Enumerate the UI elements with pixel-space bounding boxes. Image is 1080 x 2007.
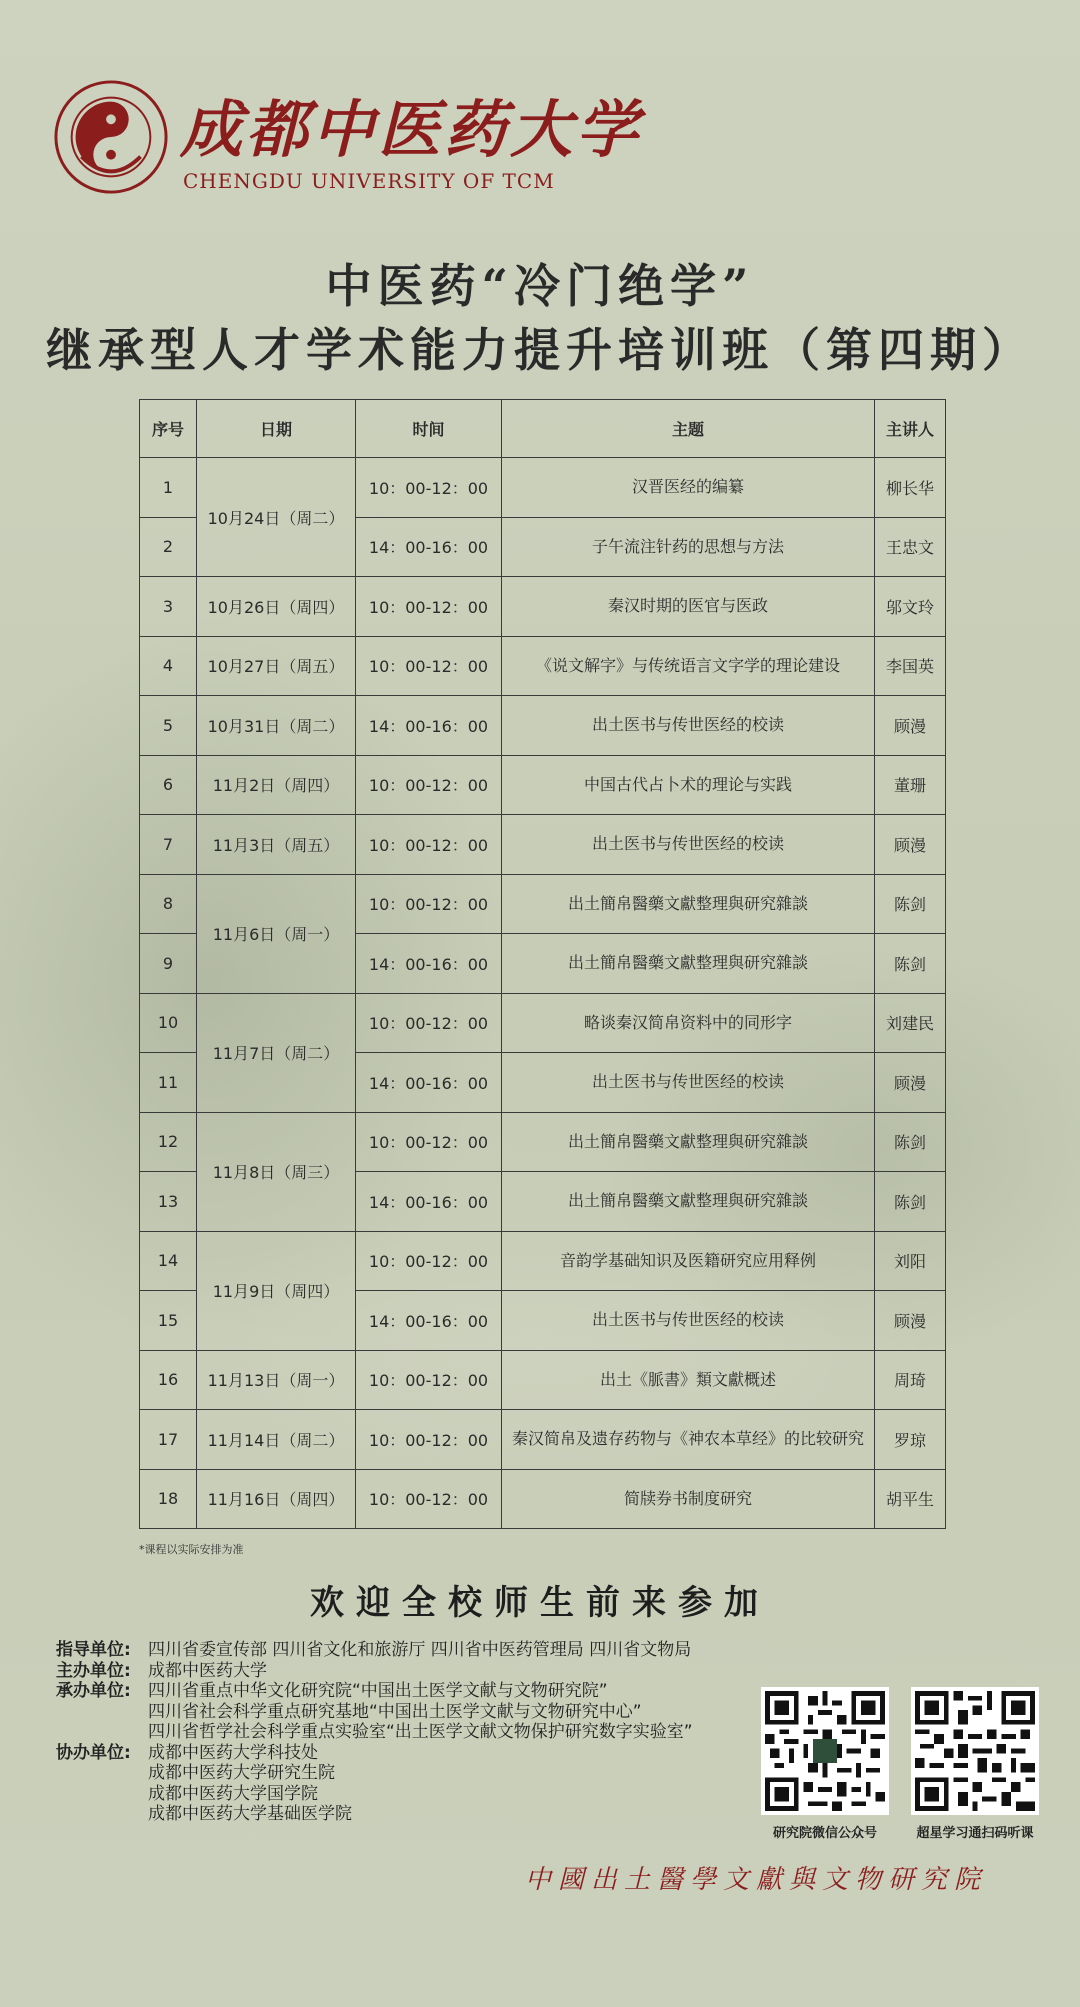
wechat-qr-caption: 研究院微信公众号 <box>772 1826 877 1841</box>
undertake-row <box>56 1681 693 1743</box>
assist-row <box>56 1743 693 1825</box>
row-time: 10：00-12：00 <box>356 874 502 934</box>
table-row <box>140 993 946 1053</box>
row-time: 14：00-16：00 <box>356 1291 502 1351</box>
row-speaker: 周琦 <box>875 1350 946 1410</box>
row-topic: 出土簡帛醫藥文獻整理與研究雜談 <box>502 1172 875 1232</box>
header-time: 时间 <box>356 400 502 458</box>
guide-label: 指导单位: <box>56 1640 131 1660</box>
row-speaker: 顾漫 <box>875 1053 946 1113</box>
assist-value: 成都中医药大学国学院 <box>148 1783 318 1804</box>
row-speaker: 陈剑 <box>875 1112 946 1172</box>
row-speaker: 罗琼 <box>875 1410 946 1470</box>
row-date: 11月9日（周四） <box>197 1231 356 1350</box>
table-row <box>140 1410 946 1470</box>
row-topic: 秦汉简帛及遗存药物与《神农本草经》的比较研究 <box>502 1410 875 1470</box>
row-topic: 出土医书与传世医经的校读 <box>502 815 875 875</box>
table-row <box>140 577 946 637</box>
undertake-value: 四川省社会科学重点研究基地“中国出土医学文献与文物研究中心” <box>148 1701 642 1722</box>
header-no: 序号 <box>140 400 197 458</box>
row-no: 5 <box>140 696 197 756</box>
row-speaker: 刘建民 <box>875 993 946 1053</box>
row-no: 3 <box>140 577 197 637</box>
row-topic: 中国古代占卜术的理论与实践 <box>502 755 875 815</box>
row-topic: 出土医书与传世医经的校读 <box>502 1291 875 1351</box>
row-speaker: 李国英 <box>875 636 946 696</box>
row-no: 2 <box>140 517 197 577</box>
row-time: 14：00-16：00 <box>356 696 502 756</box>
row-date: 11月7日（周二） <box>197 993 356 1112</box>
chaoxing-qr-caption: 超星学习通扫码听课 <box>916 1826 1034 1841</box>
row-speaker: 刘阳 <box>875 1231 946 1291</box>
row-no: 6 <box>140 755 197 815</box>
row-time: 10：00-12：00 <box>356 993 502 1053</box>
row-topic: 秦汉时期的医官与医政 <box>502 577 875 637</box>
table-row <box>140 636 946 696</box>
undertake-label: 承办单位: <box>56 1681 131 1701</box>
table-row <box>140 1469 946 1529</box>
row-time: 10：00-12：00 <box>356 755 502 815</box>
row-no: 1 <box>140 458 197 518</box>
row-topic: 出土簡帛醫藥文獻整理與研究雜談 <box>502 934 875 994</box>
row-time: 10：00-12：00 <box>356 1112 502 1172</box>
row-no: 4 <box>140 636 197 696</box>
university-logo <box>52 78 170 196</box>
row-time: 10：00-12：00 <box>356 815 502 875</box>
row-speaker: 陈剑 <box>875 874 946 934</box>
row-topic: 子午流注针药的思想与方法 <box>502 517 875 577</box>
table-row <box>140 1231 946 1291</box>
row-no: 15 <box>140 1291 197 1351</box>
guide-value: 四川省委宣传部 四川省文化和旅游厅 四川省中医药管理局 四川省文物局 <box>148 1640 692 1660</box>
row-speaker: 顾漫 <box>875 1291 946 1351</box>
row-date: 10月24日（周二） <box>197 458 356 577</box>
row-speaker: 顾漫 <box>875 815 946 875</box>
row-date: 11月3日（周五） <box>197 815 356 875</box>
row-date: 10月31日（周二） <box>197 696 356 756</box>
row-date: 11月8日（周三） <box>197 1112 356 1231</box>
row-topic: 出土簡帛醫藥文獻整理與研究雜談 <box>502 1112 875 1172</box>
undertake-value: 四川省重点中华文化研究院“中国出土医学文献与文物研究院” <box>148 1681 608 1701</box>
schedule-note: *课程以实际安排为准 <box>139 1543 244 1556</box>
row-time: 10：00-12：00 <box>356 458 502 518</box>
row-speaker: 胡平生 <box>875 1469 946 1529</box>
host-value: 成都中医药大学 <box>148 1660 267 1681</box>
row-speaker: 邬文玲 <box>875 577 946 637</box>
assist-value: 成都中医药大学科技处 <box>148 1742 318 1763</box>
undertake-value: 四川省哲学社会科学重点实验室“出土医学文献文物保护研究数字实验室” <box>148 1722 693 1742</box>
row-topic: 简牍券书制度研究 <box>502 1469 875 1529</box>
row-speaker: 顾漫 <box>875 696 946 756</box>
university-name-en: CHENGDU UNIVERSITY OF TCM <box>183 169 555 193</box>
row-time: 10：00-12：00 <box>356 1410 502 1470</box>
table-row <box>140 1350 946 1410</box>
table-row <box>140 755 946 815</box>
table-row <box>140 1112 946 1172</box>
row-speaker: 王忠文 <box>875 517 946 577</box>
row-topic: 汉晋医经的编纂 <box>502 458 875 518</box>
university-name-cn: 成都中医药大学 <box>180 93 643 166</box>
row-time: 14：00-16：00 <box>356 1172 502 1232</box>
row-topic: 出土医书与传世医经的校读 <box>502 1053 875 1113</box>
row-no: 17 <box>140 1410 197 1470</box>
row-date: 10月26日（周四） <box>197 577 356 637</box>
welcome-banner: 欢迎全校师生前来参加 <box>310 1583 770 1623</box>
row-no: 16 <box>140 1350 197 1410</box>
row-date: 11月6日（周一） <box>197 874 356 993</box>
row-no: 13 <box>140 1172 197 1232</box>
row-date: 11月16日（周四） <box>197 1469 356 1529</box>
table-row <box>140 874 946 934</box>
table-row <box>140 696 946 756</box>
row-no: 12 <box>140 1112 197 1172</box>
row-speaker: 陈剑 <box>875 1172 946 1232</box>
header-speaker: 主讲人 <box>875 400 946 458</box>
table-row <box>140 458 946 518</box>
row-date: 11月2日（周四） <box>197 755 356 815</box>
host-label: 主办单位: <box>56 1660 131 1681</box>
page-title-line2: 继承型人才学术能力提升培训班（第四期） <box>46 323 1034 377</box>
row-time: 14：00-16：00 <box>356 517 502 577</box>
row-topic: 《说文解字》与传统语言文字学的理论建设 <box>502 636 875 696</box>
row-speaker: 陈剑 <box>875 934 946 994</box>
row-time: 14：00-16：00 <box>356 1053 502 1113</box>
table-header-row <box>140 400 946 458</box>
row-speaker: 柳长华 <box>875 458 946 518</box>
chaoxing-qr-code[interactable] <box>911 1687 1039 1815</box>
guide-row <box>56 1640 693 1661</box>
header-date: 日期 <box>197 400 356 458</box>
row-time: 10：00-12：00 <box>356 577 502 637</box>
row-time: 10：00-12：00 <box>356 1231 502 1291</box>
assist-value: 成都中医药大学基础医学院 <box>148 1804 352 1824</box>
row-topic: 出土医书与传世医经的校读 <box>502 696 875 756</box>
host-row <box>56 1661 693 1682</box>
row-no: 7 <box>140 815 197 875</box>
row-no: 18 <box>140 1469 197 1529</box>
row-no: 10 <box>140 993 197 1053</box>
schedule-table <box>139 399 946 1529</box>
table-row <box>140 815 946 875</box>
row-time: 14：00-16：00 <box>356 934 502 994</box>
row-topic: 出土《脈書》類文獻概述 <box>502 1350 875 1410</box>
row-time: 10：00-12：00 <box>356 636 502 696</box>
page-title-line1: 中医药“冷门绝学” <box>325 259 755 313</box>
row-time: 10：00-12：00 <box>356 1469 502 1529</box>
row-topic: 音韵学基础知识及医籍研究应用释例 <box>502 1231 875 1291</box>
institute-seal-text: 中國出土醫學文獻與文物研究院 <box>525 1865 988 1895</box>
row-no: 9 <box>140 934 197 994</box>
row-date: 11月14日（周二） <box>197 1410 356 1470</box>
organizers-block <box>56 1640 693 1825</box>
row-no: 8 <box>140 874 197 934</box>
row-no: 14 <box>140 1231 197 1291</box>
row-date: 10月27日（周五） <box>197 636 356 696</box>
wechat-qr-code[interactable] <box>761 1687 889 1815</box>
row-time: 10：00-12：00 <box>356 1350 502 1410</box>
row-date: 11月13日（周一） <box>197 1350 356 1410</box>
header-topic: 主题 <box>502 400 875 458</box>
row-speaker: 董珊 <box>875 755 946 815</box>
row-no: 11 <box>140 1053 197 1113</box>
row-topic: 出土簡帛醫藥文獻整理與研究雜談 <box>502 874 875 934</box>
assist-label: 协办单位: <box>56 1742 131 1763</box>
row-topic: 略谈秦汉简帛资料中的同形字 <box>502 993 875 1053</box>
assist-value: 成都中医药大学研究生院 <box>148 1763 335 1783</box>
